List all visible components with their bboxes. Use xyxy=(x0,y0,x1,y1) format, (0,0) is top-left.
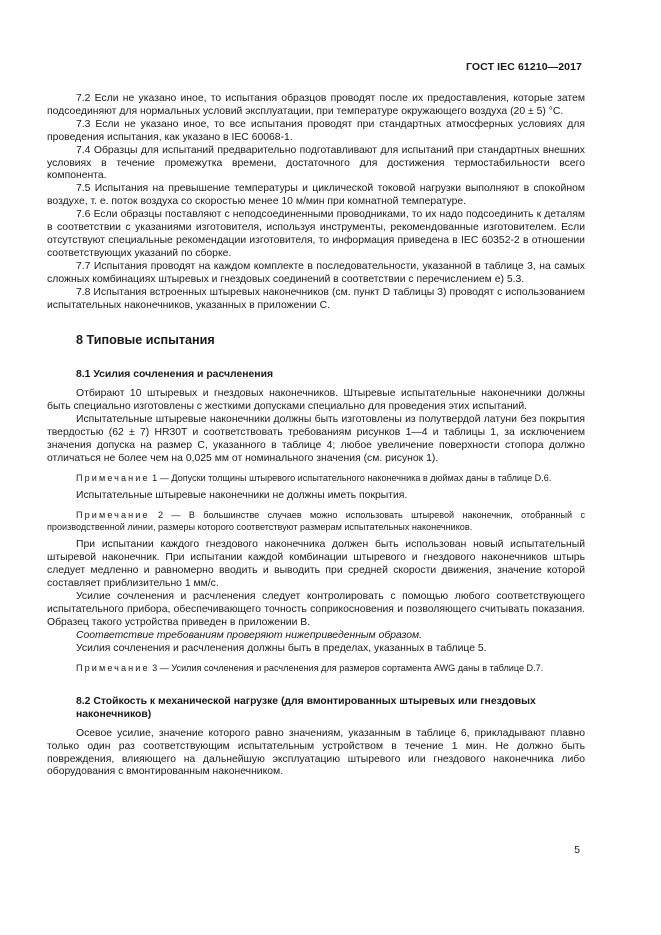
note-2 xyxy=(47,509,585,534)
section-8-2-heading: 8.2 Стойкость к механической нагрузке (для вмонтированных штыревых или гнездовых наконечников) xyxy=(76,695,536,720)
clause-7-8: 7.8 Испытания встроенных штыревых наконечников (см. пункт D таблицы 3) проводят с использованием испытательных наконечников, указанных в приложении С. xyxy=(47,286,585,311)
note-1 xyxy=(47,472,585,484)
note-3 xyxy=(47,662,585,674)
clause-7-3: 7.3 Если не указано иное, то все испытания проводят при стандартных атмосферных условиях для проведения испытания, как указано в IEC 60068-1. xyxy=(47,118,585,143)
clause-8-1-compliance: Соответствие требованиям проверяют нижеприведенным образом. xyxy=(76,629,423,641)
clause-8-1-para-5: Усилие сочленения и расчленения следует контролировать с помощью любого соответствующего испытательного прибора, обеспечивающего точность соприкосновения и позволяющего считывать показания. Образец такого устройства приведен в приложении В. xyxy=(47,591,585,628)
note-2-text: 2 — В большинстве случаев можно использовать штыревой наконечник, отобранный с производственной линии, размеры которого соответствуют размерам испытательных наконечников. xyxy=(47,509,585,533)
clause-8-1-para-7: Усилия сочленения и расчленения должны быть в пределах, указанных в таблице 5. xyxy=(76,642,487,654)
note-3-text: 3 — Усилия сочленения и расчленения для размеров сортамента AWG даны в таблице D.7. xyxy=(152,662,544,673)
section-8-1-heading: 8.1 Усилия сочленения и расчленения xyxy=(76,369,274,381)
note-3-label: Примечание xyxy=(76,662,150,673)
page-number: 5 xyxy=(574,845,580,856)
page-content xyxy=(47,93,585,779)
clause-8-2-para-1: Осевое усилие, значение которого равно значениям, указанным в таблице 6, прикладывают плавно только один раз соответствующим испытательным устройством в течение 1 мин. Не должно быть повреждения, влияющего на дальнейшую эксплуатацию штыревого или гнездового наконечника либо оборудования с вмонтированным наконечником. xyxy=(47,727,585,778)
clause-7-6: 7.6 Если образцы поставляют с неподсоединенными проводниками, то их надо подсоединить к деталям в соответствии с указаниями изготовителя, используя инструменты, рекомендованные изготовителем. Если отсутствуют специальные рекомендации изготовителя, то информация приведена в IEC 60352-2 в отношении соответствующих указаний по сборке. xyxy=(47,209,585,259)
clause-8-1-para-2: Испытательные штыревые наконечники должны быть изготовлены из полутвердой латуни без покрытия твердостью (62 ± 7) HR30T и соответствовать требованиям рисунков 1—4 и таблицы 1, за исключением значения допуска на размер С, указанного в таблице 4; любое увеличение поверхности стопора должно отличаться не более чем на 0,025 мм от номинального значения (см. рисунок 1). xyxy=(47,414,585,464)
clause-8-1-para-1: Отбирают 10 штыревых и гнездовых наконечников. Штыревые испытательные наконечники должны быть специально изготовлены с жесткими допусками специально для проведения этих испытаний. xyxy=(47,388,585,413)
note-2-label: Примечание xyxy=(76,509,150,520)
document-header: ГОСТ IEC 61210—2017 xyxy=(465,61,582,73)
clause-7-7: 7.7 Испытания проводят на каждом комплекте в последовательности, указанной в таблице 3, на самых сложных комбинациях штыревых и гнездовых соединений в соответствии с перечислением е) 5.3. xyxy=(47,260,585,285)
clause-7-2: 7.2 Если не указано иное, то испытания образцов проводят после их предоставления, которые затем подсоединяют для нормальных условий эксплуатации, при температуре окружающего воздуха (20 ± 5) °С. xyxy=(47,93,585,117)
clause-7-4: 7.4 Образцы для испытаний предварительно подготавливают для испытаний при стандартных внешних условиях в течение промежутка времени, достаточного для достижения термостабильности всего компонента. xyxy=(47,144,585,182)
note-1-text: 1 — Допуски толщины штыревого испытательного наконечника в дюймах даны в таблице D.6. xyxy=(152,472,552,483)
clause-7-5: 7.5 Испытания на превышение температуры и циклической токовой нагрузки выполняют в спокойном воздухе, т. е. поток воздуха со скоростью менее 10 м/мин при комнатной температуре. xyxy=(47,183,585,208)
clause-8-1-para-4: При испытании каждого гнездового наконечника должен быть использован новый испытательный штыревой наконечник. При испытании каждой комбинации штыревого и гнездового наконечников штырь следует медленно и равномерно вводить и выводить при средней скорости движения, значение которой составляет приблизительно 1 мм/с. xyxy=(47,539,585,590)
section-8-heading: 8 Типовые испытания xyxy=(76,333,215,348)
note-1-label: Примечание xyxy=(76,472,150,483)
clause-8-1-para-3: Испытательные штыревые наконечники не должны иметь покрытия. xyxy=(76,489,408,501)
